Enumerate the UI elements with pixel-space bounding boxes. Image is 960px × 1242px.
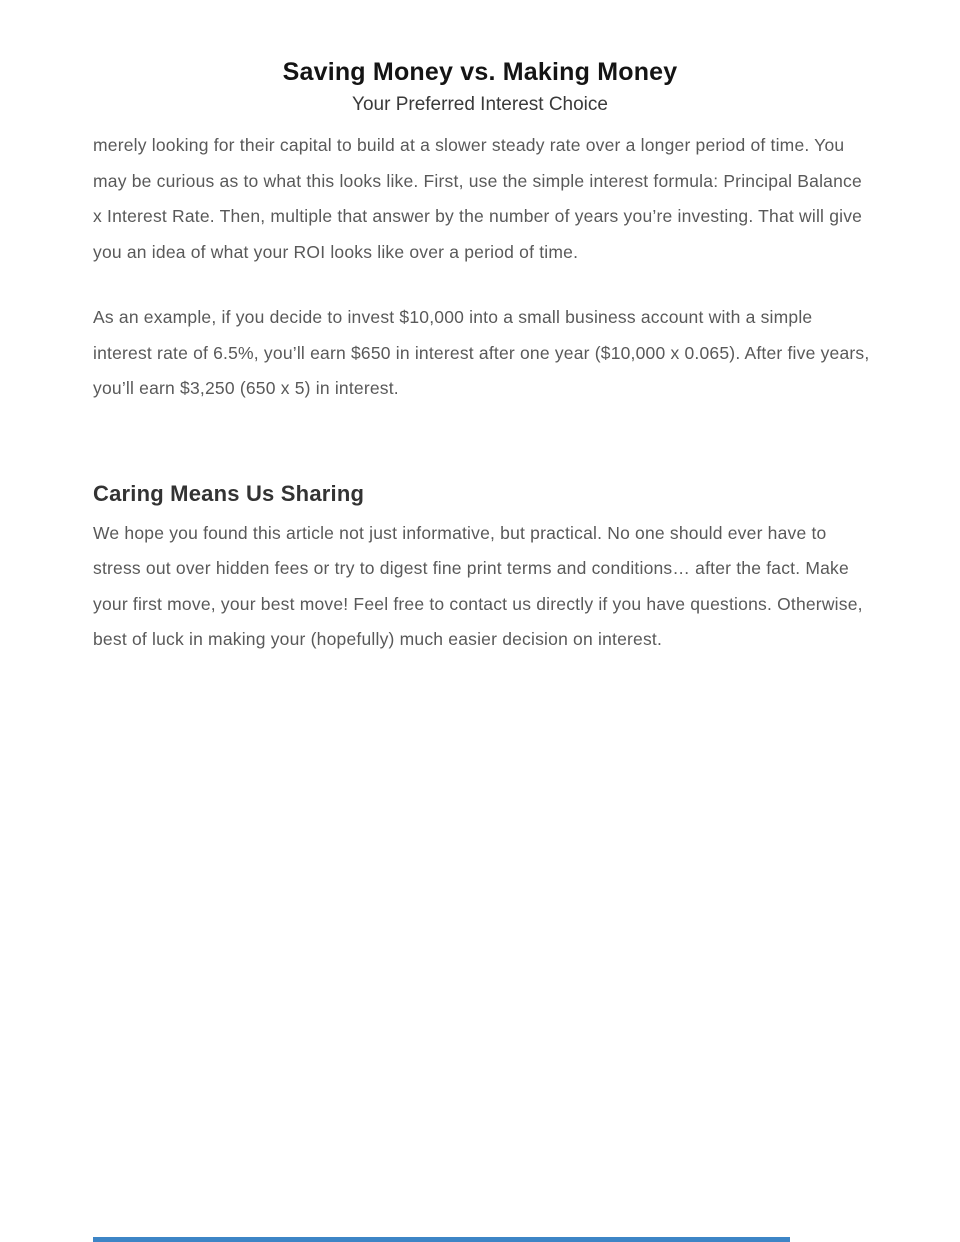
document-body [93, 128, 875, 658]
paragraph-closing: We hope you found this article not just informative, but practical. No one should ever have to stress out over hidden fees or try to digest fine print terms and conditions… after the fact. Make your first move, your best move! Feel free to contact us directly if you have questions. Otherwise, best of luck in making your (hopefully) much easier decision on interest. [93, 522, 863, 649]
section-heading: Caring Means Us Sharing [93, 480, 365, 506]
document-subtitle: Your Preferred Interest Choice [352, 94, 608, 115]
document-title: Saving Money vs. Making Money [282, 58, 678, 86]
next-page-element-edge [93, 1237, 790, 1242]
paragraph-example: As an example, if you decide to invest $10,000 into a small business account with a simple interest rate of 6.5%, you’ll earn $650 in interest after one year ($10,000 x 0.065). After five years, you’ll earn $3,250 (650 x 5) in interest. [93, 307, 870, 398]
paragraph-intro: merely looking for their capital to build at a slower steady rate over a longer period of time. You may be curious as to what this looks like. First, use the simple interest formula: Principal Balance x Interest Rate. Then, multiple that answer by the number of years you’re investing. That will give you an idea of what your ROI looks like over a period of time. [93, 135, 863, 262]
